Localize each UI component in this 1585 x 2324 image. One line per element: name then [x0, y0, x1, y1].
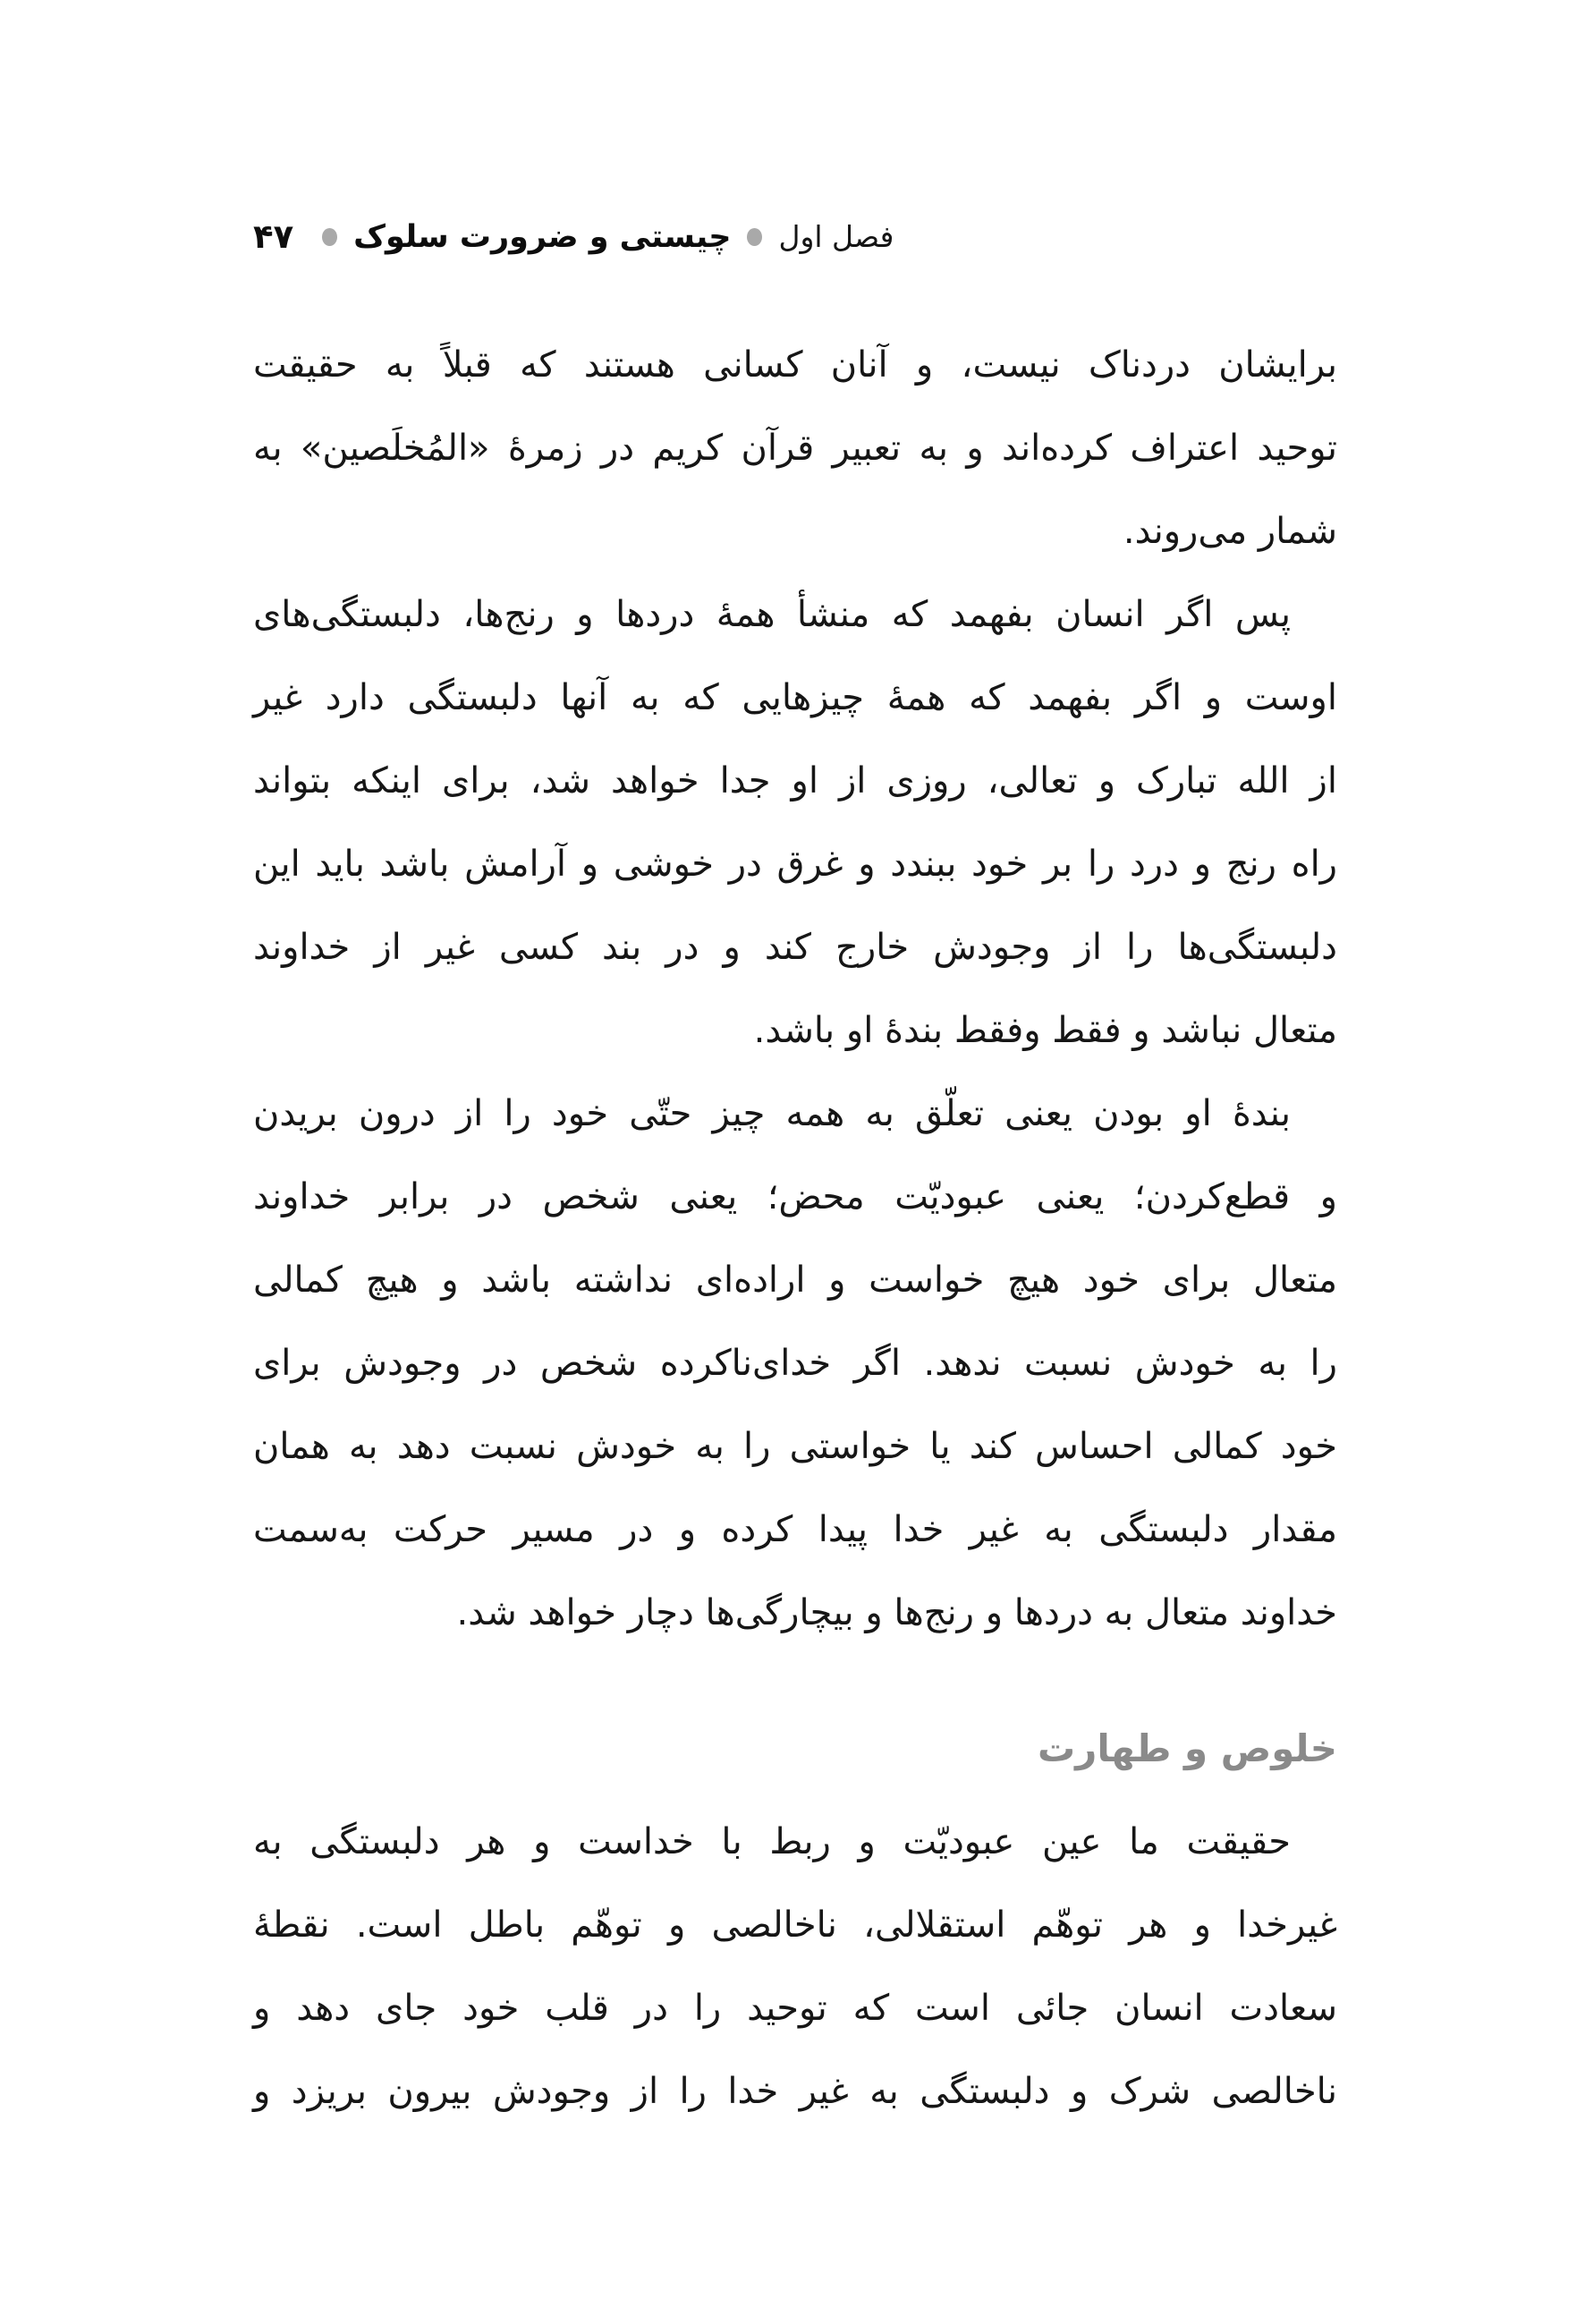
text-line: سعادت انسان جائی است که توحید را در قلب خود جای دهد و: [253, 1988, 1337, 2029]
text-line: غیرخدا و هر توهّم استقلالی، ناخالصی و توهّم باطل است. نقطهٔ: [253, 1904, 1337, 1946]
chapter-label: فصل اول: [778, 219, 894, 254]
text-line: را به خودش نسبت ندهد. اگر خدای‌ناکرده شخص در وجودش برای: [253, 1343, 1337, 1384]
text-line: متعال نباشد و فقط وفقط بندهٔ او باشد.: [753, 1010, 1337, 1051]
text-line: بندهٔ او بودن یعنی تعلّق به همه چیز حتّی خود را از درون بریدن: [253, 1093, 1291, 1134]
text-line: مقدار دلبستگی به غیر خدا پیدا کرده و در مسیر حرکت به‌سمت: [253, 1509, 1337, 1550]
text-line: از الله تبارک و تعالی، روزی از او جدا خواهد شد، برای اینکه بتواند: [253, 760, 1337, 802]
text-line: راه رنج و درد را بر خود ببندد و غرق در خوشی و آرامش باشد باید این: [253, 844, 1337, 885]
text-line: خود کمالی احساس کند یا خواستی را به خودش نسبت دهد به همان: [253, 1426, 1337, 1467]
text-line: شمار می‌روند.: [1123, 511, 1337, 552]
text-line: برایشان دردناک نیست، و آنان کسانی هستند که قبلاً به حقیقت: [253, 344, 1337, 386]
text-line: دلبستگی‌ها را از وجودش خارج کند و در بند کسی غیر از خداوند: [253, 927, 1337, 968]
section-heading: خلوص و طهارت: [1037, 1726, 1337, 1770]
text-line: خداوند متعال به دردها و رنج‌ها و بیچارگی‌ها دچار خواهد شد.: [456, 1592, 1337, 1633]
page-number: ۴۷: [253, 217, 294, 256]
text-line: متعال برای خود هیچ خواست و اراده‌ای نداشته باشد و هیچ کمالی: [253, 1260, 1337, 1301]
text-line: توحید اعتراف کرده‌اند و به تعبیر قرآن کریم در زمرهٔ «المُخلَصین» به: [253, 428, 1337, 469]
text-line: پس اگر انسان بفهمد که منشأ همهٔ دردها و رنج‌ها، دلبستگی‌های: [253, 594, 1291, 635]
text-line: اوست و اگر بفهمد که همهٔ چیزهایی که به آنها دلبستگی دارد غیر: [253, 677, 1337, 718]
body-text: [253, 324, 1337, 2133]
text-line: و قطع‌کردن؛ یعنی عبودیّت محض؛ یعنی شخص در برابر خداوند: [253, 1176, 1337, 1217]
bullet-icon: [747, 228, 762, 246]
bullet-icon: [322, 228, 337, 246]
running-header: [253, 217, 1337, 256]
text-line: ناخالصی شرک و دلبستگی به غیر خدا را از وجودش بیرون بریزد و: [253, 2071, 1337, 2112]
chapter-title: چیستی و ضرورت سلوک: [353, 218, 732, 255]
text-line: حقیقت ما عین عبودیّت و ربط با خداست و هر دلبستگی به: [253, 1821, 1291, 1862]
